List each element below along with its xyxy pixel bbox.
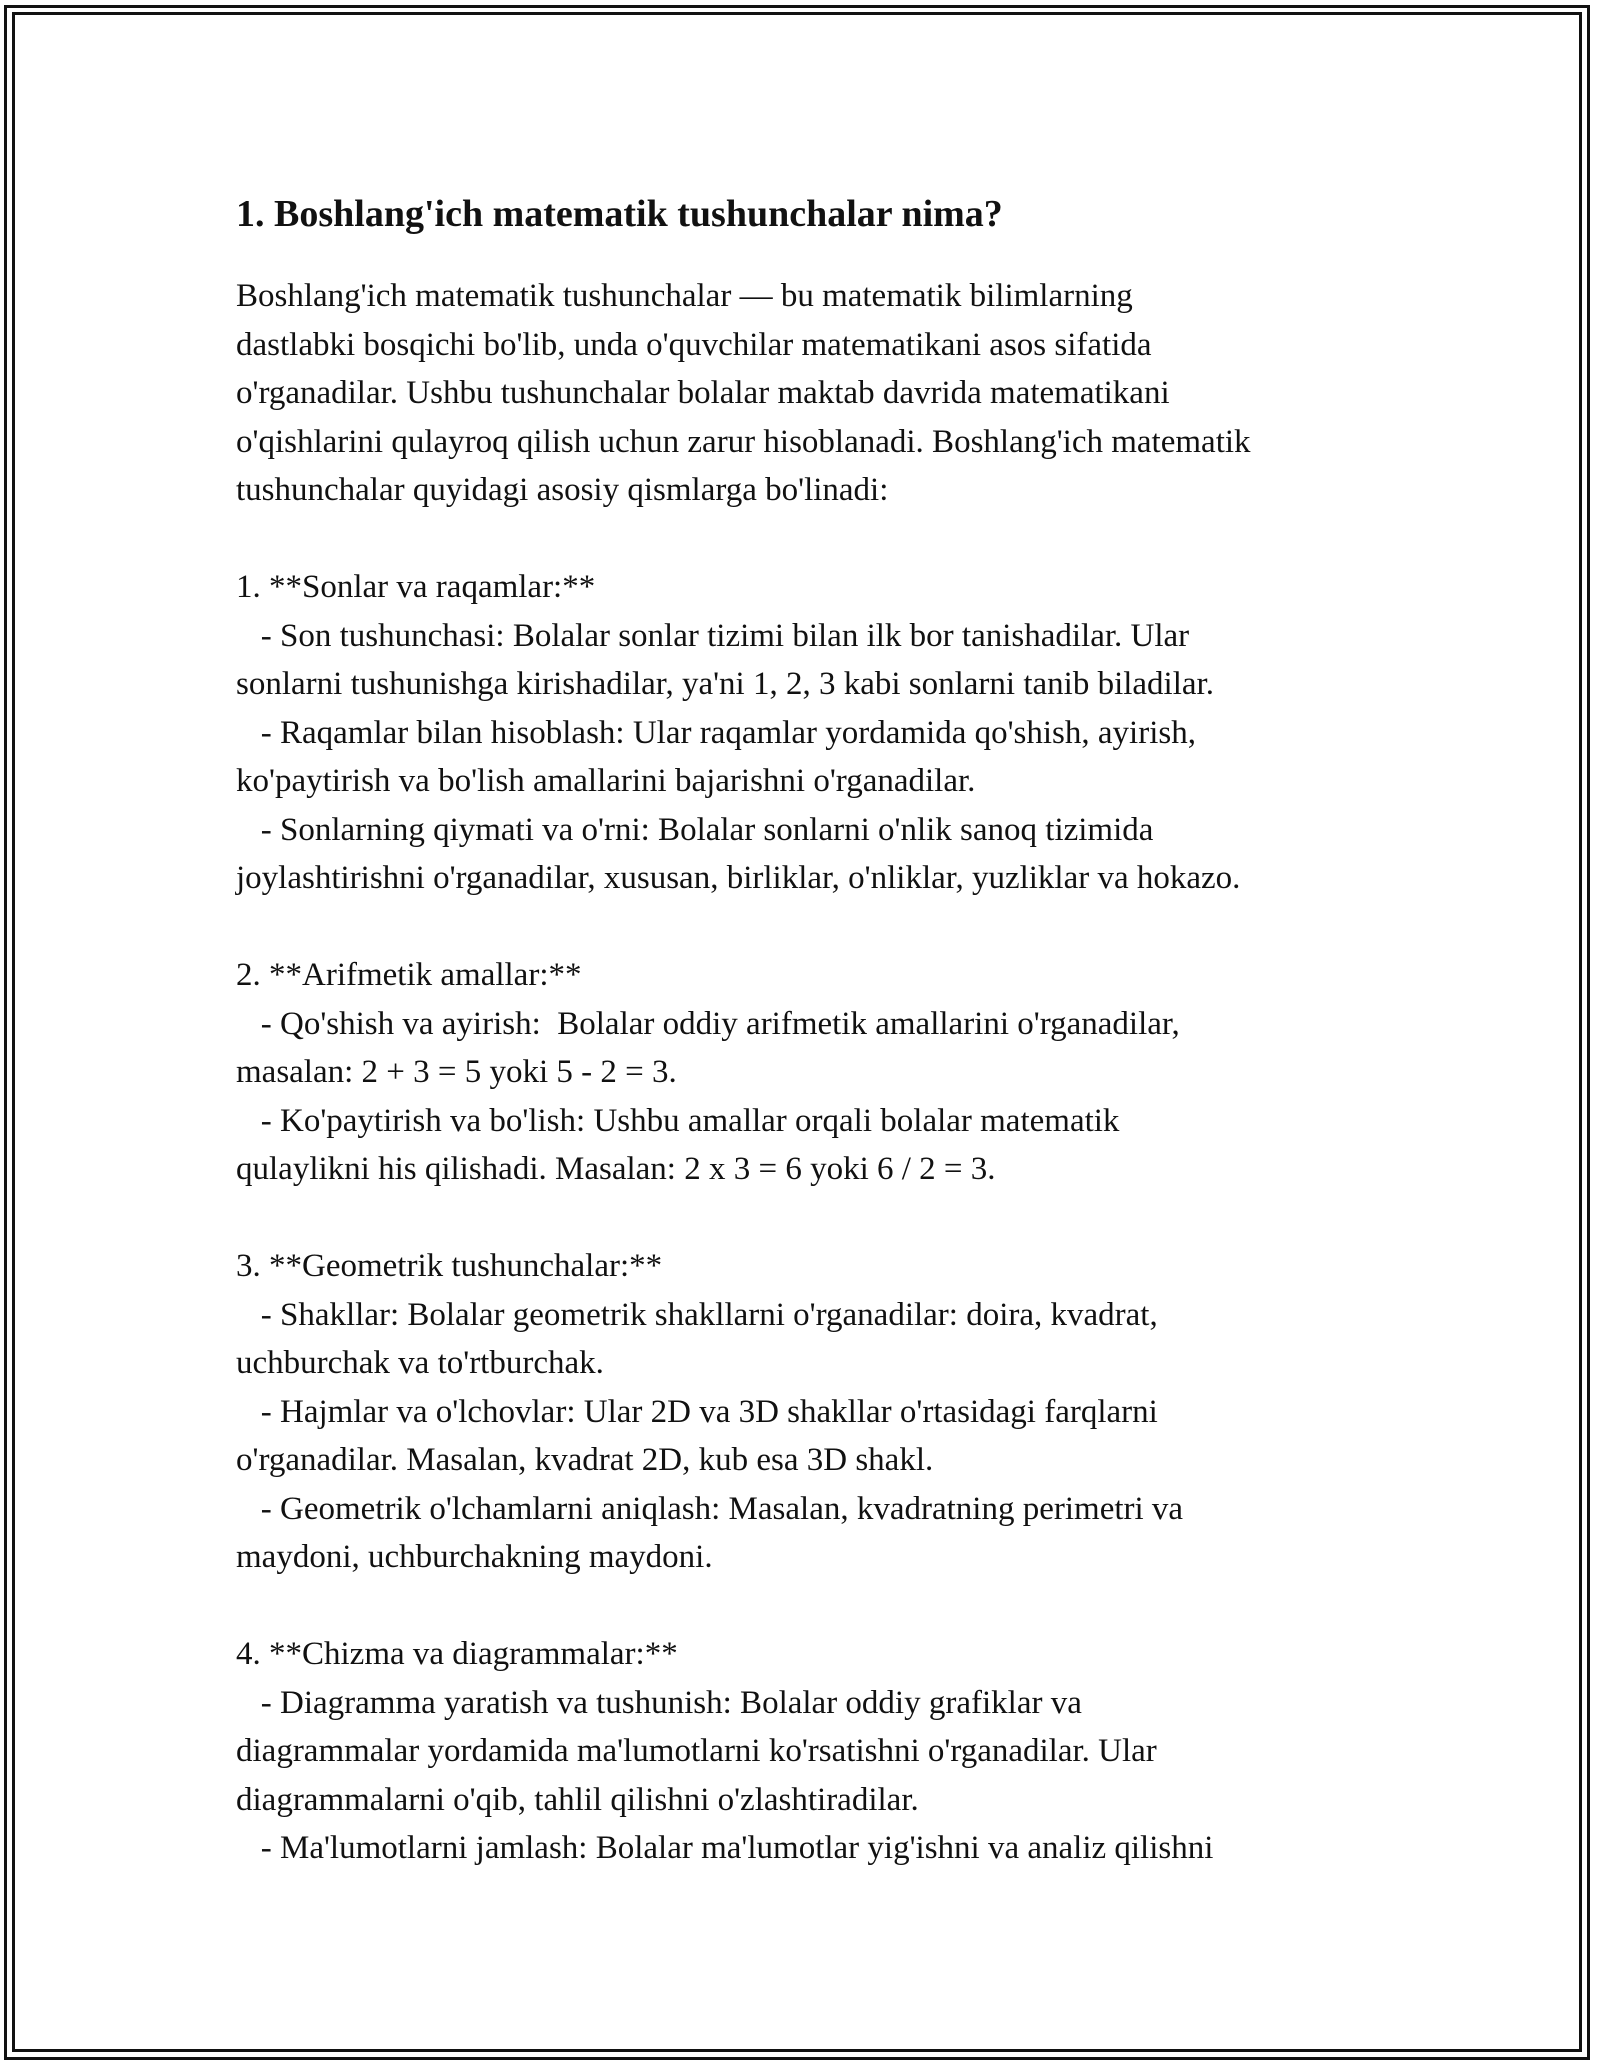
section-line: sonlarni tushunishga kirishadilar, ya'ni 1, 2, 3 kabi sonlarni tanib biladilar. bbox=[236, 666, 1214, 702]
section-sonlar-va-raqamlar bbox=[236, 563, 1386, 903]
section-geometrik-tushunchalar bbox=[236, 1242, 1386, 1582]
section-line: diagrammalarni o'qib, tahlil qilishni o'zlashtiradilar. bbox=[236, 1781, 919, 1818]
section-line: joylashtirishni o'rganadilar, xususan, birliklar, o'nliklar, yuzliklar va hokazo. bbox=[236, 860, 1241, 896]
section-line: o'rganadilar. Masalan, kvadrat 2D, kub esa 3D shakl. bbox=[236, 1442, 934, 1478]
section-line: - Qo'shish va ayirish: Bolalar oddiy arifmetik amallarini o'rganadilar, bbox=[236, 1005, 1180, 1042]
section-line: - Shakllar: Bolalar geometrik shakllarni o'rganadilar: doira, kvadrat, bbox=[236, 1296, 1158, 1333]
section-line: - Ko'paytirish va bo'lish: Ushbu amallar orqali bolalar matematik bbox=[236, 1102, 1120, 1139]
section-title: 3. **Geometrik tushunchalar:** bbox=[236, 1248, 663, 1284]
section-line: - Ma'lumotlarni jamlash: Bolalar ma'lumotlar yig'ishni va analiz qilishni bbox=[236, 1830, 1214, 1866]
intro-line: Boshlang'ich matematik tushunchalar — bu matematik bilimlarning bbox=[236, 278, 1133, 314]
document-body bbox=[236, 186, 1386, 1873]
intro-line: o'qishlarini qulayroq qilish uchun zarur hisoblanadi. Boshlang'ich matematik bbox=[236, 423, 1251, 460]
section-line: - Diagramma yaratish va tushunish: Bolalar oddiy grafiklar va bbox=[236, 1684, 1082, 1721]
intro-line: dastlabki bosqichi bo'lib, unda o'quvchilar matematikani asos sifatida bbox=[236, 326, 1152, 363]
section-title: 1. **Sonlar va raqamlar:** bbox=[236, 569, 596, 605]
intro-line: o'rganadilar. Ushbu tushunchalar bolalar maktab davrida matematikani bbox=[236, 375, 1170, 411]
section-title: 4. **Chizma va diagrammalar:** bbox=[236, 1636, 678, 1672]
section-line: uchburchak va to'rtburchak. bbox=[236, 1345, 604, 1381]
section-title: 2. **Arifmetik amallar:** bbox=[236, 957, 582, 993]
section-line: diagrammalar yordamida ma'lumotlarni ko'rsatishni o'rganadilar. Ular bbox=[236, 1733, 1157, 1769]
section-line: - Hajmlar va o'lchovlar: Ular 2D va 3D shakllar o'rtasidagi farqlarni bbox=[236, 1393, 1158, 1430]
intro-line: tushunchalar quyidagi asosiy qismlarga bo'linadi: bbox=[236, 472, 889, 508]
page-title: 1. Boshlang'ich matematik tushunchalar nima? bbox=[236, 193, 1003, 235]
intro-paragraph bbox=[236, 272, 1386, 515]
section-line: qulaylikni his qilishadi. Masalan: 2 x 3 = 6 yoki 6 / 2 = 3. bbox=[236, 1151, 996, 1187]
section-line: - Geometrik o'lchamlarni aniqlash: Masalan, kvadratning perimetri va bbox=[236, 1490, 1184, 1527]
section-line: maydoni, uchburchakning maydoni. bbox=[236, 1539, 713, 1575]
section-line: - Raqamlar bilan hisoblash: Ular raqamlar yordamida qo'shish, ayirish, bbox=[236, 714, 1196, 751]
section-line: - Sonlarning qiymati va o'rni: Bolalar sonlarni o'nlik sanoq tizimida bbox=[236, 811, 1154, 848]
section-arifmetik-amallar bbox=[236, 951, 1386, 1194]
section-line: masalan: 2 + 3 = 5 yoki 5 - 2 = 3. bbox=[236, 1054, 677, 1090]
section-line: - Son tushunchasi: Bolalar sonlar tizimi bilan ilk bor tanishadilar. Ular bbox=[236, 617, 1190, 654]
section-chizma-va-diagrammalar bbox=[236, 1630, 1386, 1873]
section-line: ko'paytirish va bo'lish amallarini bajarishni o'rganadilar. bbox=[236, 763, 976, 799]
